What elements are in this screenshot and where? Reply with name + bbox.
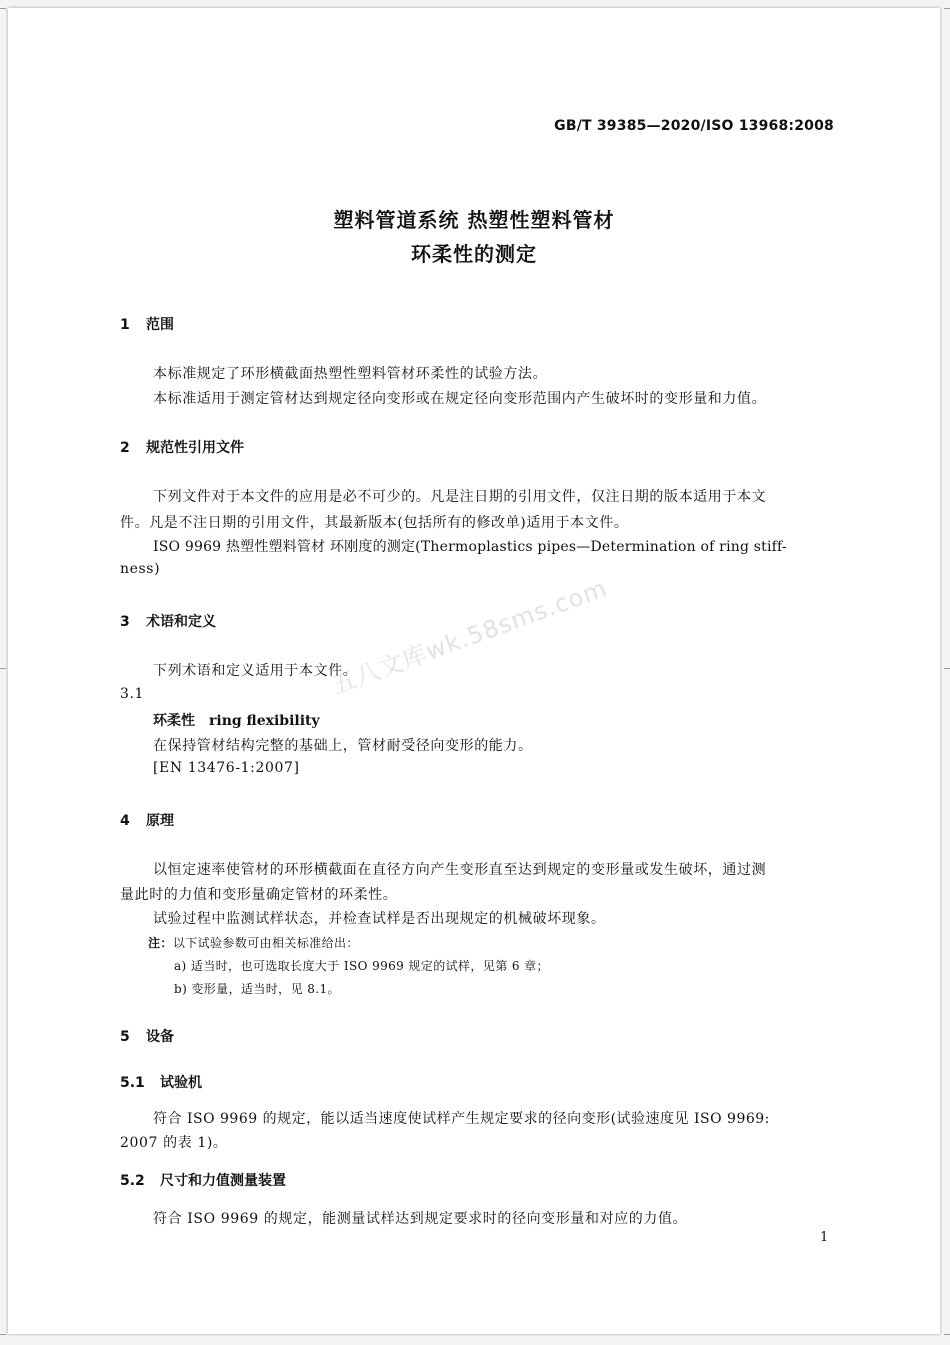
paragraph: 本标准规定了环形横截面热塑性塑料管材环柔性的试验方法。 bbox=[153, 366, 548, 382]
paragraph: 本标准适用于测定管材达到规定径向变形或在规定径向变形范围内产生破坏时的变形量和力值。 bbox=[153, 391, 767, 407]
standard-number: GB/T 39385—2020/ISO 13968:2008 bbox=[554, 118, 834, 134]
subsection-number: 5.1 bbox=[120, 1075, 145, 1091]
section-title: 术语和定义 bbox=[146, 614, 216, 630]
term-entry bbox=[153, 710, 320, 730]
term-english: ring flexibility bbox=[209, 713, 320, 729]
crop-mark bbox=[0, 1334, 6, 1335]
crop-mark bbox=[944, 8, 950, 9]
section-title: 范围 bbox=[146, 317, 174, 333]
subsection-number: 5.2 bbox=[120, 1173, 145, 1189]
section-title: 设备 bbox=[146, 1029, 174, 1045]
paragraph: 下列文件对于本文件的应用是必不可少的。凡是注日期的引用文件，仅注日期的版本适用于本文 bbox=[153, 489, 767, 505]
section-number: 4 bbox=[120, 813, 130, 829]
paragraph: 试验过程中监测试样状态，并检查试样是否出现规定的机械破坏现象。 bbox=[153, 911, 606, 927]
crop-mark bbox=[944, 668, 950, 669]
subsection-5-1-heading bbox=[120, 1072, 202, 1092]
subsection-title: 试验机 bbox=[160, 1075, 202, 1091]
note-label: 注： bbox=[148, 936, 173, 950]
section-4-heading bbox=[120, 810, 174, 830]
section-number: 5 bbox=[120, 1029, 130, 1045]
term-number: 3.1 bbox=[120, 686, 145, 702]
document-page bbox=[8, 8, 940, 1334]
paragraph: 符合 ISO 9969 的规定，能测量试样达到规定要求时的径向变形量和对应的力值。 bbox=[153, 1211, 688, 1227]
section-title: 规范性引用文件 bbox=[146, 440, 244, 456]
paragraph: 量此时的力值和变形量确定管材的环柔性。 bbox=[120, 887, 398, 903]
section-2-heading bbox=[120, 437, 244, 457]
crop-mark bbox=[0, 668, 6, 669]
section-number: 2 bbox=[120, 440, 130, 456]
section-number: 1 bbox=[120, 317, 130, 333]
term-source: [EN 13476-1:2007] bbox=[153, 760, 300, 776]
paragraph: 符合 ISO 9969 的规定，能以适当速度使试样产生规定要求的径向变形(试验速度见 ISO 9969: bbox=[153, 1111, 770, 1127]
section-3-heading bbox=[120, 611, 216, 631]
crop-mark bbox=[944, 1334, 950, 1335]
note bbox=[148, 934, 359, 951]
note-item: b) 变形量，适当时，见 8.1。 bbox=[174, 982, 340, 996]
normative-reference: ISO 9969 热塑性塑料管材 环刚度的测定(Thermoplastics pipes—Determination of ring stiff- bbox=[153, 539, 787, 555]
document-title-line2: 环柔性的测定 bbox=[411, 242, 537, 266]
document-title-line1: 塑料管道系统 热塑性塑料管材 bbox=[333, 208, 615, 232]
subsection-title: 尺寸和力值测量装置 bbox=[160, 1173, 286, 1189]
section-1-heading bbox=[120, 314, 174, 334]
paragraph: 以恒定速率使管材的环形横截面在直径方向产生变形直至达到规定的变形量或发生破坏，通过测 bbox=[153, 862, 767, 878]
paragraph: 2007 的表 1)。 bbox=[120, 1135, 228, 1151]
term-definition: 在保持管材结构完整的基础上，管材耐受径向变形的能力。 bbox=[153, 738, 533, 754]
watermark: 五八文库wk.58sms.com bbox=[328, 574, 612, 700]
crop-mark bbox=[0, 8, 6, 9]
term-chinese: 环柔性 bbox=[153, 713, 195, 729]
note-text: 以下试验参数可由相关标准给出： bbox=[172, 936, 359, 950]
page-number: 1 bbox=[820, 1230, 829, 1245]
section-title: 原理 bbox=[146, 813, 174, 829]
paragraph: 件。凡是不注日期的引用文件，其最新版本(包括所有的修改单)适用于本文件。 bbox=[120, 515, 629, 531]
normative-reference: ness) bbox=[120, 561, 161, 577]
note-item: a) 适当时，也可选取长度大于 ISO 9969 规定的试样，见第 6 章； bbox=[174, 959, 549, 973]
paragraph: 下列术语和定义适用于本文件。 bbox=[153, 663, 358, 679]
subsection-5-2-heading bbox=[120, 1170, 286, 1190]
section-5-heading bbox=[120, 1026, 174, 1046]
section-number: 3 bbox=[120, 614, 130, 630]
